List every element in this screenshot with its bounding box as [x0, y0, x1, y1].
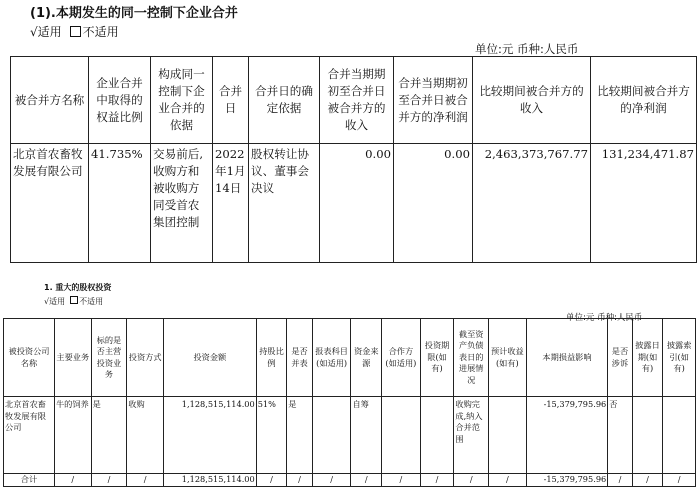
header-cell: 本期损益影响 [526, 319, 608, 397]
table-cell: 是 [287, 397, 312, 474]
applicable-label: 适用 [37, 25, 62, 39]
table-cell: / [489, 474, 527, 487]
table-cell: / [632, 474, 663, 487]
table-cell: / [127, 474, 164, 487]
checked-mark: √ [30, 25, 38, 39]
header-cell: 比较期间被合并方的净利润 [591, 57, 697, 144]
table-cell: 北京首农畜牧发展有限公司 [4, 397, 55, 474]
table-cell: 2022年1月14日 [213, 144, 249, 263]
empty-checkbox [70, 296, 78, 304]
table-cell: 0.00 [394, 144, 473, 263]
header-cell: 披露索引(如有) [663, 319, 696, 397]
header-cell: 被投资公司名称 [4, 319, 55, 397]
not-applicable-label: 不适用 [82, 25, 119, 39]
applicable-label: 适用 [49, 297, 66, 306]
header-cell: 构成同一控制下企业合并的依据 [151, 57, 213, 144]
section-1-title: (1).本期发生的同一控制下企业合并 [30, 6, 238, 21]
table-cell: 收购 [127, 397, 164, 474]
header-cell: 投资方式 [127, 319, 164, 397]
header-cell: 持股比例 [256, 319, 287, 397]
table-cell [420, 397, 454, 474]
table-cell: 131,234,471.87 [591, 144, 697, 263]
table-cell: 合计 [4, 474, 55, 487]
header-cell: 合作方(如适用) [382, 319, 421, 397]
table-cell: 51% [256, 397, 287, 474]
table-cell: / [454, 474, 489, 487]
checked-mark: √ [44, 297, 50, 306]
header-cell: 截至资产负债表日的进展情况 [454, 319, 489, 397]
table-row [11, 144, 697, 263]
table-cell [489, 397, 527, 474]
table-cell: / [256, 474, 287, 487]
empty-checkbox [70, 26, 81, 37]
table-cell: 1,128,515,114.00 [163, 474, 256, 487]
table-cell [632, 397, 663, 474]
header-cell: 合并日 [213, 57, 249, 144]
table-cell: / [608, 474, 632, 487]
table-cell: / [312, 474, 351, 487]
table-cell: / [54, 474, 91, 487]
table-cell: 是 [91, 397, 127, 474]
table-cell: -15,379,795.96 [526, 397, 608, 474]
table-cell: / [382, 474, 421, 487]
table-cell: -15,379,795.96 [526, 474, 608, 487]
table-cell: 收购完成,纳入合并范围 [454, 397, 489, 474]
table-header-row [4, 319, 696, 397]
table-cell: 牛的饲养 [54, 397, 91, 474]
header-cell: 被合并方名称 [11, 57, 89, 144]
table-cell: / [663, 474, 696, 487]
table-cell: 交易前后,收购方和被收购方同受首农集团控制 [151, 144, 213, 263]
same-control-merger-table [10, 56, 697, 263]
table-cell: 1,128,515,114.00 [163, 397, 256, 474]
table-header-row [11, 57, 697, 144]
header-cell: 披露日期(如有) [632, 319, 663, 397]
header-cell: 合并日的确定依据 [249, 57, 320, 144]
table-cell: / [91, 474, 127, 487]
table-total-row [4, 474, 696, 487]
header-cell: 比较期间被合并方的收入 [473, 57, 591, 144]
section-1-unit: 单位:元 币种:人民币 [475, 42, 579, 56]
table-cell: 2,463,373,767.77 [473, 144, 591, 263]
header-cell: 标的是否主营投资业务 [91, 319, 127, 397]
section-2-applicability [44, 296, 103, 307]
table-cell: / [420, 474, 454, 487]
header-cell: 投资期限(如有) [420, 319, 454, 397]
header-cell: 合并当期期初至合并日被合并方的净利润 [394, 57, 473, 144]
table-cell [312, 397, 351, 474]
header-cell: 是否并表 [287, 319, 312, 397]
header-cell: 投资金额 [163, 319, 256, 397]
section-2-title: 1. 重大的股权投资 [44, 283, 112, 292]
header-cell: 主要业务 [54, 319, 91, 397]
table-cell: 否 [608, 397, 632, 474]
table-row [4, 397, 696, 474]
table-cell: 自筹 [351, 397, 382, 474]
table-cell: / [287, 474, 312, 487]
table-cell: 股权转让协议、董事会决议 [249, 144, 320, 263]
table-cell: 北京首农畜牧发展有限公司 [11, 144, 89, 263]
header-cell: 企业合并中取得的权益比例 [89, 57, 151, 144]
table-cell [663, 397, 696, 474]
equity-investment-table [3, 318, 696, 487]
not-applicable-label: 不适用 [79, 297, 104, 306]
header-cell: 合并当期期初至合并日被合并方的收入 [320, 57, 394, 144]
header-cell: 报表科目(如适用) [312, 319, 351, 397]
table-cell [382, 397, 421, 474]
table-cell: 0.00 [320, 144, 394, 263]
header-cell: 资金来源 [351, 319, 382, 397]
header-cell: 预计收益(如有) [489, 319, 527, 397]
table-cell: / [351, 474, 382, 487]
table-cell: 41.735% [89, 144, 151, 263]
section-2-unit: 单位:元 币种:人民币 [566, 313, 643, 323]
section-1-applicability [30, 23, 119, 40]
header-cell: 是否涉诉 [608, 319, 632, 397]
